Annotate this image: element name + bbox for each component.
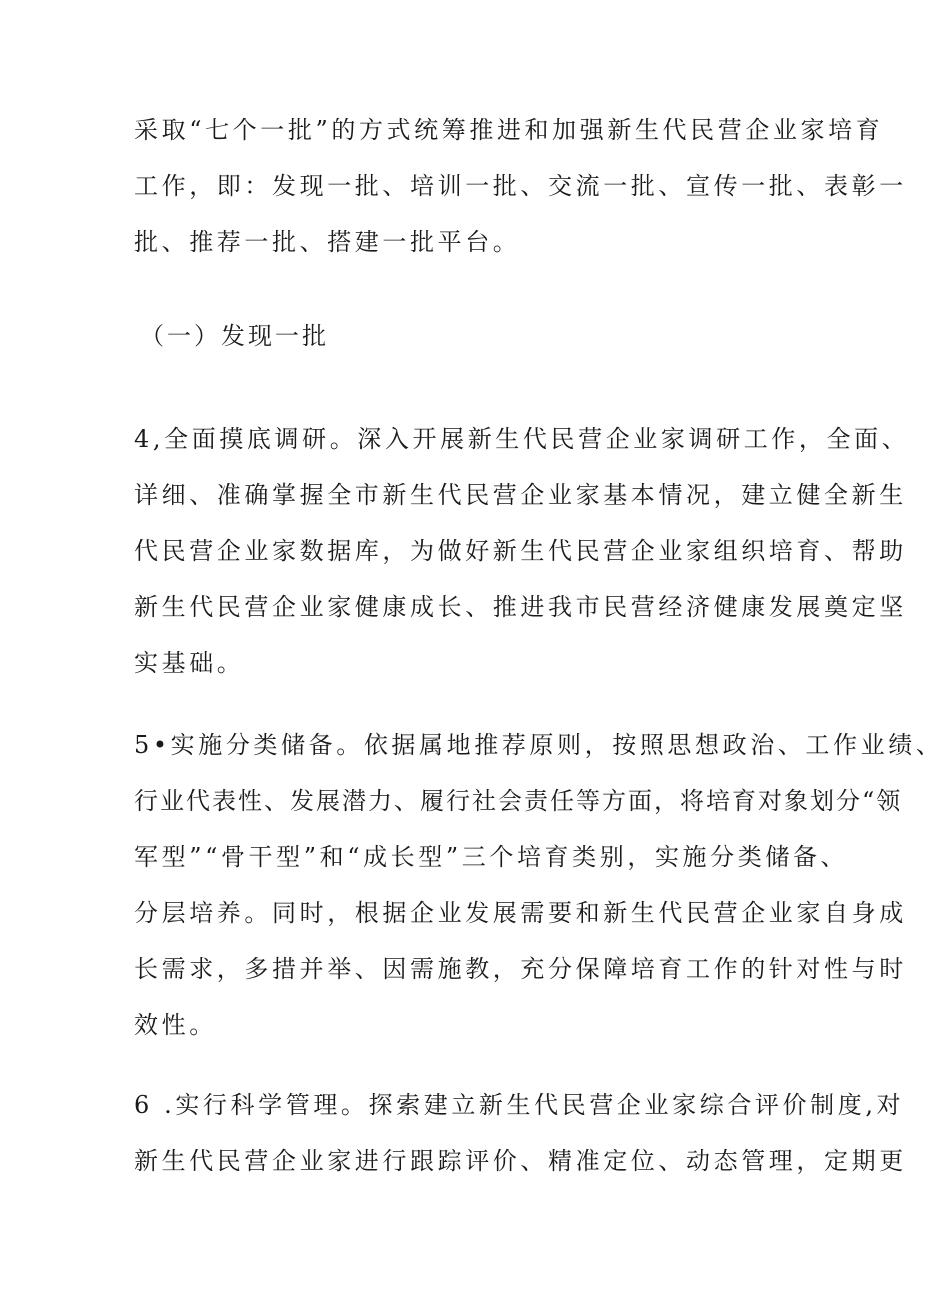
text-line: 新生代民营企业家进行跟踪评价、精准定位、动态管理，定期更	[134, 1147, 907, 1175]
item-4-paragraph	[134, 411, 910, 691]
text-line: 效性。	[134, 1011, 217, 1039]
text-line: 工作，即：发现一批、培训一批、交流一批、宣传一批、表彰一	[134, 172, 907, 200]
intro-paragraph	[134, 102, 907, 270]
item-6-paragraph	[134, 1077, 907, 1189]
text-line: 采取“七个一批”的方式统筹推进和加强新生代民营企业家培育	[134, 116, 884, 144]
text-line: 分层培养。同时，根据企业发展需要和新生代民营企业家自身成	[134, 899, 907, 927]
item-5-paragraph	[134, 717, 943, 1053]
text-line: 军型”“骨干型”和“成长型”三个培育类别，实施分类储备、	[134, 843, 849, 871]
text-line: 代民营企业家数据库，为做好新生代民营企业家组织培育、帮助	[134, 537, 907, 565]
text-line: 详细、准确掌握全市新生代民营企业家基本情况，建立健全新生	[134, 481, 907, 509]
text-line: 长需求，多措并举、因需施教，充分保障培育工作的针对性与时	[134, 955, 907, 983]
text-line: 5•实施分类储备。依据属地推荐原则，按照思想政治、工作业绩、	[134, 731, 943, 759]
text-line: 新生代民营企业家健康成长、推进我市民营经济健康发展奠定坚	[134, 593, 907, 621]
text-line: 实基础。	[134, 649, 245, 677]
text-line: 批、推荐一批、搭建一批平台。	[134, 228, 521, 256]
section-heading: （一）发现一批	[140, 322, 329, 350]
text-line: 6 .实行科学管理。探索建立新生代民营企业家综合评价制度,对	[134, 1091, 905, 1119]
text-line: 行业代表性、发展潜力、履行社会责任等方面，将培育对象划分“领	[134, 787, 903, 815]
text-line: 4,全面摸底调研。深入开展新生代民营企业家调研工作，全面、	[134, 425, 910, 453]
